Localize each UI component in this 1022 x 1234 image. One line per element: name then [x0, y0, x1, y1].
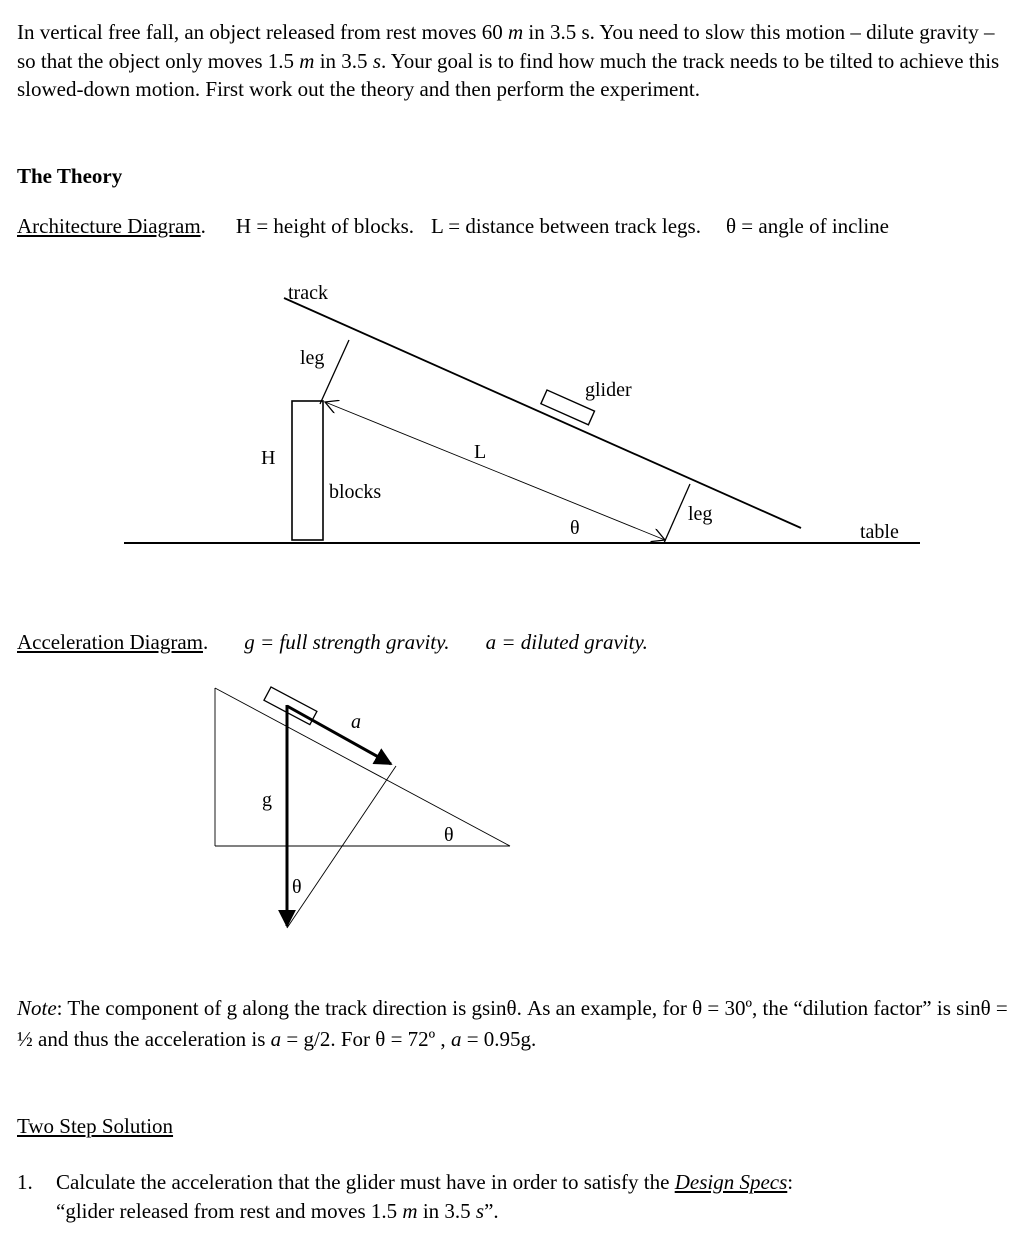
- heading-period: .: [200, 214, 206, 238]
- note-prefix: Note: [17, 996, 57, 1020]
- architecture-diagram-heading: Architecture Diagram: [17, 214, 201, 238]
- unit-m: m: [299, 48, 315, 73]
- architecture-diagram: [124, 282, 920, 543]
- theta-label: θ: [570, 517, 580, 539]
- theta-vector-label: θ: [292, 876, 302, 898]
- intro-text: in 3.5 s. You need to slow this motion – dilute gravity – so that the object only moves 1.5: [17, 20, 995, 73]
- g-definition: g = full strength gravity.: [244, 630, 450, 654]
- var-a: a: [270, 1027, 282, 1051]
- blocks-rect: [292, 401, 323, 540]
- acceleration-diagram-heading: Acceleration Diagram: [17, 630, 203, 654]
- l-dimension-arrow: [325, 402, 665, 540]
- glider-label: glider: [585, 379, 632, 401]
- theta-definition: θ = angle of incline: [725, 214, 889, 238]
- two-step-heading: Two Step Solution: [17, 1114, 174, 1138]
- intro-text: in 3.5: [314, 48, 373, 73]
- step-1-text: [56, 1168, 1016, 1225]
- theta-incline-label: θ: [444, 824, 454, 846]
- intro-text: . Your goal is to find how much the track needs to be tilted to achieve this slowed-down motion. First work out the theory and then perform the experiment.: [17, 48, 1000, 101]
- intro-text: In vertical free fall, an object released from rest moves 60: [17, 20, 508, 44]
- note-paragraph: [17, 993, 1020, 1055]
- step-number: 1.: [17, 1170, 33, 1194]
- leg-bottom-line: [664, 484, 690, 543]
- blocks-label: blocks: [329, 481, 382, 503]
- l-label: L: [474, 441, 487, 463]
- step-text: in 3.5: [417, 1198, 476, 1223]
- step-text: :: [787, 1170, 794, 1194]
- leg-bottom-label: leg: [688, 503, 713, 525]
- design-specs-link[interactable]: Design Specs: [674, 1170, 788, 1194]
- table-label: table: [860, 521, 899, 543]
- g-label: g: [262, 789, 272, 811]
- a-definition: a = diluted gravity.: [485, 630, 648, 654]
- leg-top-label: leg: [300, 347, 325, 369]
- unit-m: m: [402, 1198, 418, 1223]
- h-label: H: [261, 447, 276, 469]
- note-text: = 0.95g.: [461, 1027, 537, 1051]
- a-label: a: [351, 711, 361, 733]
- var-a: a: [450, 1027, 462, 1051]
- h-definition: H = height of blocks.: [235, 214, 414, 238]
- step-text: “glider released from rest and moves 1.5: [56, 1198, 403, 1223]
- theory-heading: The Theory: [17, 164, 123, 188]
- step-text: Calculate the acceleration that the glider must have in order to satisfy the: [56, 1170, 675, 1194]
- heading-period: .: [203, 630, 209, 654]
- track-label: track: [288, 282, 328, 304]
- note-text: : The component of g along the track direction is gsinθ. As an example, for θ = 30º, the “dilution factor” is sinθ = ½ and thus the acceleration is: [17, 996, 1008, 1051]
- note-text: = g/2. For θ = 72º ,: [281, 1027, 451, 1051]
- acceleration-diagram: [215, 687, 510, 928]
- l-definition: L = distance between track legs.: [431, 214, 701, 238]
- unit-m: m: [507, 20, 524, 44]
- construction-line: [287, 766, 396, 928]
- incline-hypotenuse: [215, 688, 510, 846]
- step-text: ”.: [484, 1198, 499, 1223]
- unit-s: s: [372, 48, 381, 73]
- unit-s: s: [475, 1198, 485, 1223]
